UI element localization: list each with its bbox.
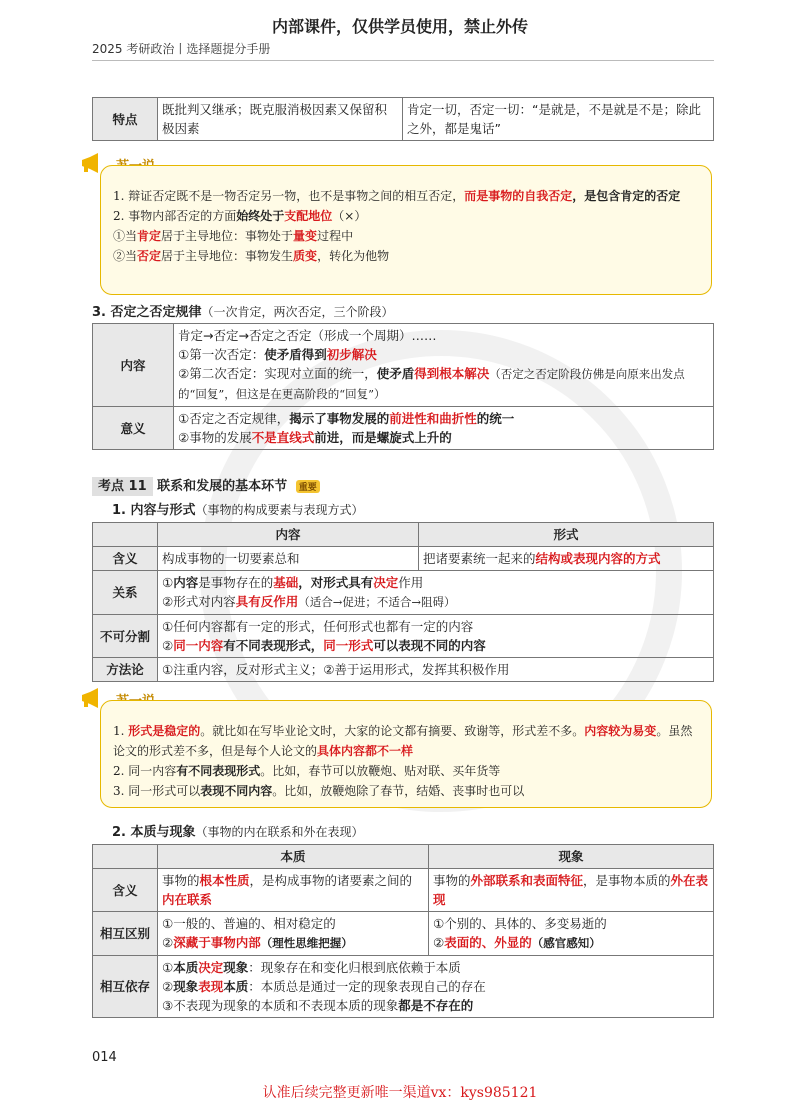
cell-highlight: 得到根本解决 <box>414 366 490 381</box>
note-text: 。就比如在写毕业论文时，大家的论文都有摘要、致谢等，形式差不多。 <box>200 724 585 738</box>
section-title: 3. 否定之否定规律 <box>92 305 202 320</box>
cell-highlight: 前进性和曲折性 <box>389 411 477 426</box>
note-text: （×） <box>332 209 367 223</box>
note-text: 1. 辩证否定既不是一物否定另一物，也不是事物之间的相互否定， <box>113 189 465 203</box>
row-label-feature: 特点 <box>93 98 158 141</box>
cell-highlight: 深藏于事物内部 <box>173 935 261 950</box>
note-highlight: 量变 <box>293 229 318 243</box>
cell-text: 事物的 <box>433 873 471 888</box>
row-label-significance: 意义 <box>93 407 174 450</box>
cell-line: ①任何内容都有一定的形式，任何形式也都有一定的内容 <box>162 619 474 634</box>
note-text: ②当 <box>113 249 138 263</box>
row-label-meaning: 含义 <box>93 869 158 912</box>
cell-text: ① <box>162 960 174 975</box>
cell-highlight: 内在联系 <box>162 892 213 907</box>
cell-highlight: 不是直线式 <box>251 430 315 445</box>
section-heading-content-form <box>112 499 364 518</box>
header-divider <box>92 60 714 61</box>
feature-metaphysical: 肯定一切，否定一切：“是就是，不是就是不是；除此之外，都是鬼话” <box>403 98 714 141</box>
row-label-difference: 相互区别 <box>93 912 158 956</box>
top-feature-table <box>92 97 714 141</box>
negation-law-table <box>92 323 714 450</box>
note-line <box>113 186 701 206</box>
cell-text: （适合→促进；不适合→阻碍） <box>298 595 456 609</box>
cell-highlight: 表现 <box>198 979 224 994</box>
cell-text: ②事物的发展 <box>178 430 252 445</box>
cell-text: ② <box>162 979 174 994</box>
note-line <box>113 206 701 226</box>
page-number: 014 <box>92 1050 117 1065</box>
col-header-essence: 本质 <box>158 845 429 869</box>
note-highlight: 而是事物的自我否定 <box>464 189 573 203</box>
row-label-relation: 关系 <box>93 571 158 615</box>
cell-highlight: 外部联系和表面特征 <box>470 873 584 888</box>
note-text: 。比如，放鞭炮除了春节，结婚、丧事时也可以 <box>272 784 525 798</box>
note-highlight: 肯定 <box>137 229 162 243</box>
note-line <box>113 781 701 801</box>
cell-highlight: 外在表现 <box>433 873 709 907</box>
cell-highlight: 同一形式 <box>323 638 374 653</box>
cell-line: 肯定→否定→否定之否定（形成一个周期）…… <box>178 328 437 343</box>
note-text: 居于主导地位：事物处于 <box>161 229 294 243</box>
note-highlight: 形式是稳定的 <box>128 724 201 738</box>
cell-highlight: 表面的、外显的 <box>444 935 532 950</box>
note-line <box>113 246 701 266</box>
section-subtitle: （事物的内在联系和外在表现） <box>195 825 364 839</box>
cell-line: ①个别的、具体的、多变易逝的 <box>433 916 607 931</box>
kaodian-badge: 考点 11 <box>92 477 153 496</box>
kaodian-heading <box>92 475 320 494</box>
note-line <box>113 721 701 761</box>
section-subtitle: （事物的构成要素与表现方式） <box>195 503 364 517</box>
cell-text: 都是不存在的 <box>398 998 474 1013</box>
cell-text: ②形式对内容 <box>162 594 236 609</box>
cell-text: 使矛盾得到 <box>264 347 327 362</box>
cell-text: 可以表现不同的内容 <box>373 638 486 653</box>
cell-text: ：本质总是通过一定的现象表现自己的存在 <box>248 979 486 994</box>
row-label-inseparable: 不可分割 <box>93 615 158 658</box>
cell-text: ：现象存在和变化归根到底依赖于本质 <box>248 960 461 975</box>
phenomenon-meaning-cell <box>429 869 714 912</box>
note-text: 2. 同一内容 <box>113 764 177 778</box>
cell-line <box>178 345 709 364</box>
cell-highlight: 同一内容 <box>173 638 224 653</box>
cell-line <box>178 428 709 447</box>
footer-notice: 认准后续完整更新唯一渠道vx：kys985121 <box>262 1085 538 1101</box>
cell-line <box>178 364 709 404</box>
note-line <box>113 761 701 781</box>
cell-text: 前进，而是螺旋式上升的 <box>314 430 452 445</box>
row-label-meaning: 含义 <box>93 547 158 571</box>
note-text: 1. <box>113 724 129 738</box>
cell-text: 有不同表现形式， <box>223 638 324 653</box>
interdependence-cell <box>158 956 714 1018</box>
cell-line <box>162 573 709 592</box>
essence-meaning-cell <box>158 869 429 912</box>
page-header-title: 内部课件，仅供学员使用，禁止外传 <box>271 17 528 36</box>
section-title: 1. 内容与形式 <box>112 503 196 518</box>
essence-difference-cell <box>158 912 429 956</box>
cell-text: ，对形式具有 <box>298 575 374 590</box>
note-text: ，是包含肯定的否定 <box>572 189 681 203</box>
cell-line: ①一般的、普遍的、相对稳定的 <box>162 916 336 931</box>
negation-significance-cell <box>174 407 714 450</box>
cell-highlight: 根本性质 <box>199 873 250 888</box>
col-header-phenomenon: 现象 <box>429 845 714 869</box>
cell-line <box>162 592 709 612</box>
cell-highlight: 基础 <box>273 575 299 590</box>
cell-text: 是事物存在的 <box>198 575 274 590</box>
cell-text: 本质 <box>223 979 249 994</box>
col-header-form: 形式 <box>419 523 714 547</box>
inseparable-cell <box>158 615 714 658</box>
cell-text: ③不表现为现象的本质和不表现本质的现象 <box>162 998 399 1013</box>
section-title: 2. 本质与现象 <box>112 825 196 840</box>
note-text: ，转化为他物 <box>317 249 390 263</box>
cell-text: ①第一次否定： <box>178 347 265 362</box>
cell-text: ② <box>162 935 174 950</box>
cell-text: ，是事物本质的 <box>583 873 671 888</box>
cell-highlight: 结构或表现内容的方式 <box>535 551 661 566</box>
row-label-interdependence: 相互依存 <box>93 956 158 1018</box>
page-header-subtitle: 2025 考研政治丨选择题提分手册 <box>92 42 271 56</box>
row-label-methodology: 方法论 <box>93 658 158 682</box>
essence-phenomenon-table <box>92 844 714 1018</box>
note-highlight: 否定 <box>137 249 162 263</box>
cell-line <box>178 409 709 428</box>
note-highlight: 支配地位 <box>284 209 333 223</box>
note-box-negation <box>100 165 712 295</box>
cell-highlight: 决定 <box>373 575 399 590</box>
cell-highlight: 初步解决 <box>326 347 377 362</box>
cell-line <box>162 977 709 996</box>
note-highlight: 内容较为易变 <box>584 724 657 738</box>
cell-line <box>162 996 709 1015</box>
megaphone-icon <box>80 153 104 173</box>
cell-text: 现象 <box>173 979 199 994</box>
note-highlight: 质变 <box>293 249 318 263</box>
note-text: 。虽然论文的形式差不多，但是每个人论文的 <box>113 724 693 758</box>
row-label-content: 内容 <box>93 324 174 407</box>
cell-line <box>433 933 709 953</box>
cell-text: （感官感知） <box>531 936 601 950</box>
cell-text: 使矛盾 <box>376 366 415 381</box>
cell-line <box>162 933 424 953</box>
cell-text: （否定之否定阶段仿佛是向原来出发点的“回复”，但这是在更高阶段的“回复”） <box>178 367 685 401</box>
cell-text: 揭示了事物发展的 <box>289 411 390 426</box>
cell-highlight: 具有反作用 <box>235 594 299 609</box>
note-text: 表现不同内容 <box>200 784 273 798</box>
cell-text: 事物的 <box>162 873 200 888</box>
note-text: 居于主导地位：事物发生 <box>161 249 294 263</box>
cell-text: ② <box>162 638 174 653</box>
content-form-table <box>92 522 714 682</box>
note-box-content-form <box>100 700 712 808</box>
note-line <box>113 226 701 246</box>
methodology-cell: ①注重内容，反对形式主义；②善于运用形式，发挥其积极作用 <box>158 658 714 682</box>
cell-highlight: 决定 <box>198 960 224 975</box>
note-text: 3. 同一形式可以 <box>113 784 201 798</box>
cell-text: 现象 <box>223 960 249 975</box>
cell-line <box>162 636 709 655</box>
corner-cell <box>93 845 158 869</box>
corner-cell <box>93 523 158 547</box>
cell-text: ② <box>433 935 445 950</box>
note-text: 有不同表现形式 <box>176 764 261 778</box>
note-text: ①当 <box>113 229 138 243</box>
col-header-content: 内容 <box>158 523 419 547</box>
section-heading-negation-law <box>92 301 394 320</box>
cell-text: 作用 <box>398 575 424 590</box>
form-meaning-cell <box>419 547 714 571</box>
megaphone-icon <box>80 688 104 708</box>
note-highlight: 具体内容都不一样 <box>317 744 414 758</box>
phenomenon-difference-cell <box>429 912 714 956</box>
note-text: 始终处于 <box>236 209 285 223</box>
cell-text: ②第二次否定：实现对立面的统一， <box>178 366 377 381</box>
kaodian-title: 联系和发展的基本环节 <box>157 479 288 494</box>
cell-text: 的统一 <box>476 411 515 426</box>
relation-cell <box>158 571 714 615</box>
negation-content-cell <box>174 324 714 407</box>
cell-text: 内容 <box>173 575 199 590</box>
cell-text: ，是构成事物的诸要素之间的 <box>249 873 413 888</box>
note-text: 2. 事物内部否定的方面 <box>113 209 237 223</box>
feature-dialectical: 既批判又继承；既克服消极因素又保留积极因素 <box>158 98 403 141</box>
cell-text: （理性思维把握） <box>260 936 353 950</box>
cell-text: ① <box>162 575 174 590</box>
content-meaning-cell: 构成事物的一切要素总和 <box>158 547 419 571</box>
cell-text: ①否定之否定规律， <box>178 411 290 426</box>
section-subtitle: （一次肯定，两次否定，三个阶段） <box>201 305 394 319</box>
section-heading-essence <box>112 821 364 840</box>
note-text: 。比如，春节可以放鞭炮、贴对联、买年货等 <box>260 764 501 778</box>
cell-text: 把诸要素统一起来的 <box>423 551 536 566</box>
note-text: 过程中 <box>317 229 354 243</box>
cell-line <box>162 958 709 977</box>
cell-text: 本质 <box>173 960 199 975</box>
important-tag-icon: 重要 <box>296 480 320 493</box>
